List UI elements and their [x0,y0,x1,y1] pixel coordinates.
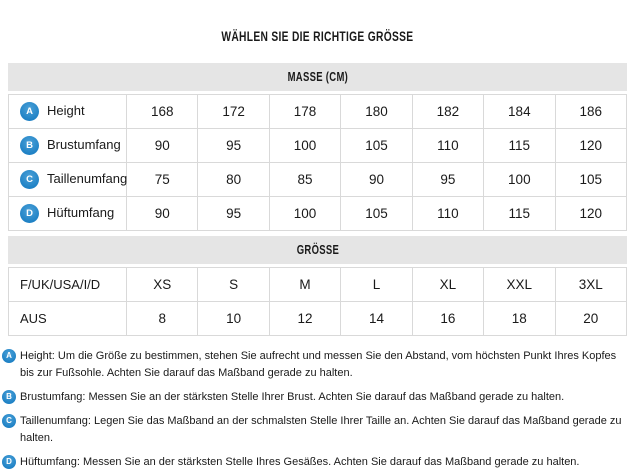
page-title-text: WÄHLEN SIE DIE RICHTIGE GRÖSSE [221,29,414,44]
badge-d-icon: D [20,204,39,223]
measure-value-cell: 90 [341,163,412,197]
size-value-cell: 18 [484,302,555,336]
size-value-cell: 20 [555,302,626,336]
sizes-section-header-text: GRÖSSE [296,243,339,257]
measure-value-cell: 178 [269,95,340,129]
badge-a-icon: A [20,102,39,121]
measure-value-cell: 182 [412,95,483,129]
measure-value-cell: 184 [484,95,555,129]
row-label: F/UK/USA/I/D [20,277,101,292]
badge-d-icon: D [2,455,16,469]
measure-value-cell: 95 [412,163,483,197]
row-label: Height [47,102,85,118]
table-row-height [9,95,627,129]
row-label: AUS [20,311,47,326]
measure-value-cell: 168 [127,95,198,129]
footnote-text: Height: Um die Größe zu bestimmen, stehen Sie aufrecht und messen Sie den Abstand, vom höchsten Punkt Ihres Kopfes bis zur Fußsohle. Achten Sie darauf das Maßband gerade zu halten. [20,350,617,379]
row-label: Brustumfang [47,136,121,152]
measure-value-cell: 120 [555,197,626,231]
measure-value-cell: 115 [484,129,555,163]
row-label-cell [9,95,127,129]
measure-value-cell: 105 [341,129,412,163]
table-row-hip [9,197,627,231]
page-title [0,30,635,46]
size-value-cell: XS [127,268,198,302]
footnote-hip [2,454,624,471]
size-value-cell: 8 [127,302,198,336]
measure-value-cell: 110 [412,129,483,163]
measure-value-cell: 95 [198,197,269,231]
footnote-text: Taillenumfang: Legen Sie das Maßband an der schmalsten Stelle Ihrer Taille an. Achten Sie darauf das Maßband gerade zu halten. [20,415,622,444]
measure-value-cell: 110 [412,197,483,231]
sizes-section-header [8,236,627,264]
row-label-cell [9,163,127,197]
footnote-text: Brustumfang: Messen Sie an der stärksten Stelle Ihrer Brust. Achten Sie darauf das Maßband gerade zu halten. [20,391,565,403]
measure-value-cell: 180 [341,95,412,129]
badge-b-icon: B [2,390,16,404]
footnote-height [2,348,624,382]
row-label-cell [9,197,127,231]
row-label-cell [9,268,127,302]
measure-value-cell: 75 [127,163,198,197]
row-label-cell [9,129,127,163]
size-value-cell: XL [412,268,483,302]
measurements-section-header-text: MASSE (CM) [287,70,348,84]
row-label: Hüftumfang [47,204,115,220]
badge-a-icon: A [2,349,16,363]
footnote-chest [2,389,624,406]
row-label-cell [9,302,127,336]
footnotes [2,348,627,471]
footnote-text: Hüftumfang: Messen Sie an der stärksten Stelle Ihres Gesäßes. Achten Sie darauf das Maßband gerade zu halten. [20,456,580,468]
measure-value-cell: 95 [198,129,269,163]
measure-value-cell: 100 [269,129,340,163]
measure-value-cell: 100 [484,163,555,197]
measure-value-cell: 115 [484,197,555,231]
badge-b-icon: B [20,136,39,155]
measure-value-cell: 100 [269,197,340,231]
measure-value-cell: 80 [198,163,269,197]
measure-value-cell: 105 [341,197,412,231]
measure-value-cell: 120 [555,129,626,163]
table-row-aus-sizes [9,302,627,336]
size-value-cell: 14 [341,302,412,336]
table-row-chest [9,129,627,163]
table-row-international-sizes [9,268,627,302]
size-value-cell: L [341,268,412,302]
size-value-cell: 3XL [555,268,626,302]
measure-value-cell: 85 [269,163,340,197]
badge-c-icon: C [20,170,39,189]
size-value-cell: 16 [412,302,483,336]
measurements-section-header [8,63,627,91]
size-value-cell: XXL [484,268,555,302]
table-row-waist [9,163,627,197]
size-value-cell: S [198,268,269,302]
size-value-cell: 12 [269,302,340,336]
measure-value-cell: 90 [127,197,198,231]
sizes-table [8,267,627,336]
size-value-cell: 10 [198,302,269,336]
size-value-cell: M [269,268,340,302]
measurements-table [8,94,627,231]
size-chart [8,63,627,336]
footnote-waist [2,413,624,447]
measure-value-cell: 172 [198,95,269,129]
measure-value-cell: 90 [127,129,198,163]
badge-c-icon: C [2,414,16,428]
measure-value-cell: 186 [555,95,626,129]
measure-value-cell: 105 [555,163,626,197]
row-label: Taillenumfang [47,170,128,186]
